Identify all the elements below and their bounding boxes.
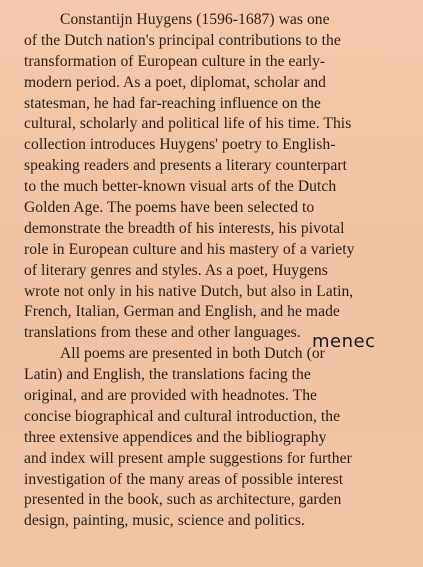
paragraph-line: original, and are provided with headnotes. The	[24, 387, 318, 405]
watermark-text: menec	[312, 331, 376, 352]
paragraph-1	[24, 10, 402, 344]
paragraph-line: French, Italian, German and English, and he made	[24, 303, 340, 321]
paragraph-line: to the much better-known visual arts of the Dutch	[24, 178, 337, 196]
paragraph-line: of the Dutch nation's principal contributions to the	[24, 31, 341, 49]
paragraph-line: three extensive appendices and the bibliography	[24, 428, 327, 446]
paragraph-line: demonstrate the breadth of his interests, his pivotal	[24, 219, 345, 237]
paragraph-line: Constantijn Huygens (1596-1687) was one	[60, 11, 330, 28]
paragraph-line: speaking readers and presents a literary counterpart	[24, 157, 347, 175]
paragraph-line: modern period. As a poet, diplomat, scholar and	[24, 73, 327, 91]
paragraph-2	[24, 344, 402, 532]
paragraph-line: cultural, scholarly and political life of his time. This	[24, 115, 352, 133]
paragraph-line: All poems are presented in both Dutch (or	[60, 345, 325, 363]
blurb-text	[24, 10, 402, 532]
paragraph-line: investigation of the many areas of possible interest	[24, 470, 344, 488]
paragraph-line: Golden Age. The poems have been selected to	[24, 199, 315, 217]
paragraph-line: collection introduces Huygens' poetry to English-	[24, 136, 336, 154]
paragraph-line: of literary genres and styles. As a poet, Huygens	[24, 261, 328, 279]
paragraph-line: statesman, he had far-reaching influence on the	[24, 94, 321, 112]
paragraph-line: presented in the book, such as architecture, garden	[24, 491, 342, 509]
paragraph-line: design, painting, music, science and politics.	[24, 512, 305, 530]
paragraph-line: transformation of European culture in the early-	[24, 52, 326, 70]
paragraph-line: concise biographical and cultural introduction, the	[24, 407, 341, 425]
paragraph-line: wrote not only in his native Dutch, but also in Latin,	[24, 282, 354, 300]
paragraph-line: and index will present ample suggestions for further	[24, 449, 352, 467]
paragraph-line: translations from these and other languages.	[24, 324, 301, 342]
paragraph-line: Latin) and English, the translations facing the	[24, 366, 311, 384]
paragraph-line: role in European culture and his mastery of a variety	[24, 240, 355, 258]
